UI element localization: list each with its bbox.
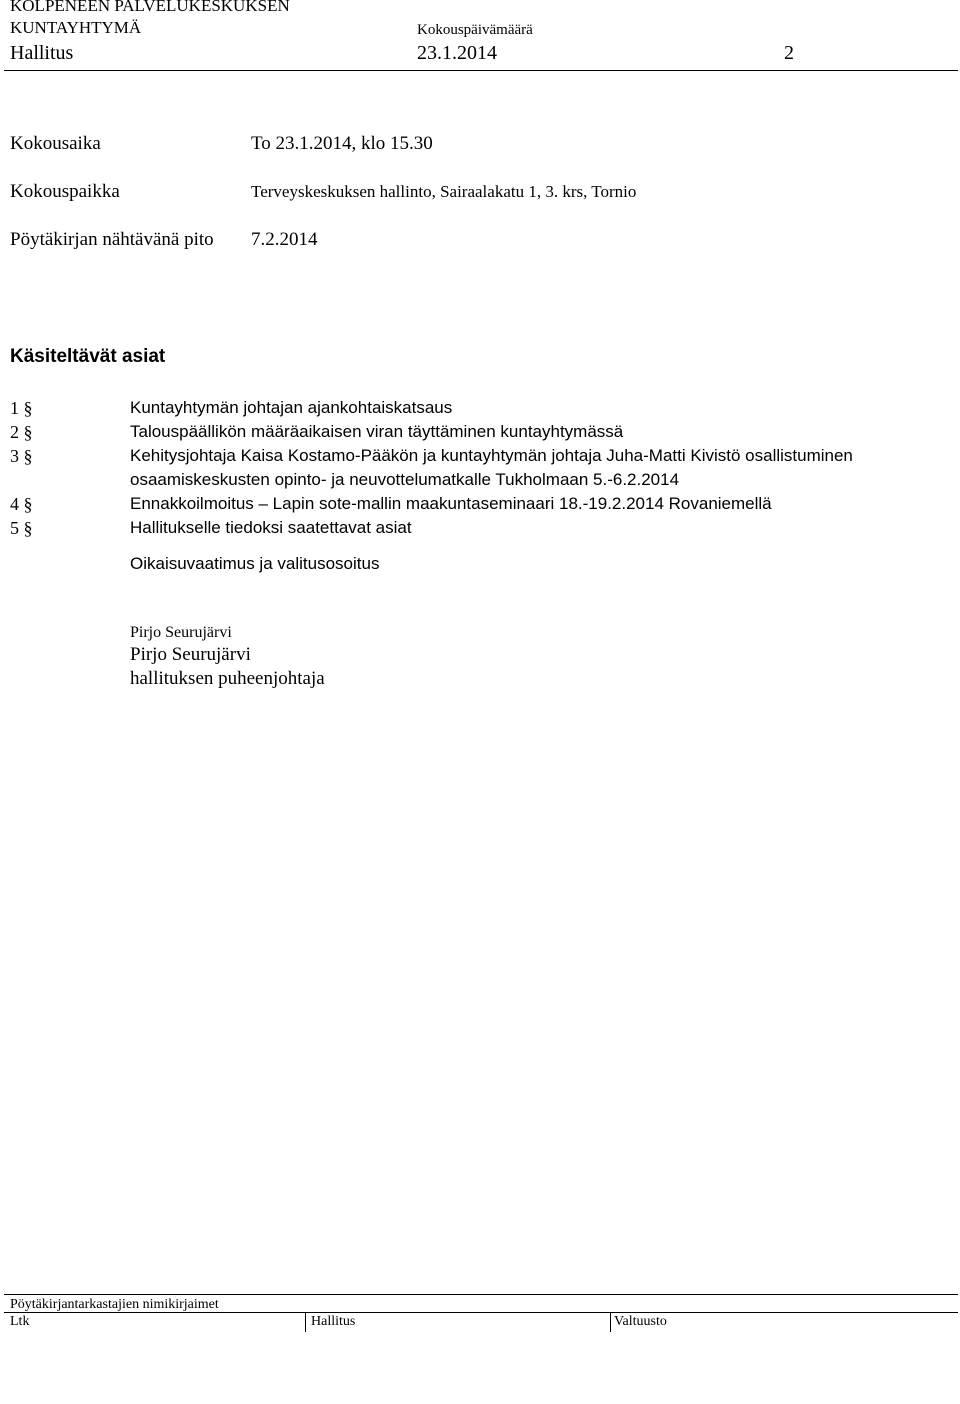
agenda-item-number: 2 § bbox=[10, 422, 33, 442]
appeal-instructions: Oikaisuvaatimus ja valitusosoitus bbox=[130, 554, 380, 573]
footer-middle-rule bbox=[4, 1312, 958, 1313]
body-name: Hallitus bbox=[10, 42, 74, 64]
agenda-item-number: 5 § bbox=[10, 518, 33, 538]
agenda-item-text: Kuntayhtymän johtajan ajankohtaiskatsaus bbox=[130, 398, 453, 417]
agenda-item-text: Ennakkoilmoitus – Lapin sote-mallin maakuntaseminaari 18.-19.2.2014 Rovaniemellä bbox=[130, 494, 772, 513]
signer-title: hallituksen puheenjohtaja bbox=[130, 668, 325, 689]
footer-initials-ltk: Ltk bbox=[10, 1314, 30, 1329]
footer-initials-valtuusto: Valtuusto bbox=[614, 1314, 667, 1329]
meeting-date: 23.1.2014 bbox=[417, 42, 497, 64]
agenda-item-text: Hallitukselle tiedoksi saatettavat asiat bbox=[130, 518, 412, 537]
meeting-place-label: Kokouspaikka bbox=[10, 181, 120, 202]
minutes-display-value: 7.2.2014 bbox=[251, 229, 318, 250]
signature: Pirjo Seurujärvi bbox=[130, 624, 232, 641]
minutes-display-label: Pöytäkirjan nähtävänä pito bbox=[10, 229, 214, 250]
signer-name: Pirjo Seurujärvi bbox=[130, 644, 251, 665]
footer-top-rule bbox=[4, 1294, 958, 1295]
meeting-time-value: To 23.1.2014, klo 15.30 bbox=[251, 133, 433, 154]
header-rule bbox=[4, 70, 958, 71]
footer-divider bbox=[305, 1312, 306, 1332]
meeting-place-value: Terveyskeskuksen hallinto, Sairaalakatu 1, 3. krs, Tornio bbox=[251, 182, 637, 201]
agenda-item-number: 3 § bbox=[10, 446, 33, 466]
page-number: 2 bbox=[784, 42, 794, 64]
footer-divider bbox=[610, 1312, 611, 1332]
organization-name-line1: KOLPENEEN PALVELUKESKUKSEN bbox=[10, 0, 290, 15]
footer-initials-hallitus: Hallitus bbox=[311, 1314, 356, 1329]
agenda-title: Käsiteltävät asiat bbox=[10, 346, 166, 367]
agenda-item-text: Talouspäällikön määräaikaisen viran täyttäminen kuntayhtymässä bbox=[130, 422, 624, 441]
footer-title: Pöytäkirjantarkastajien nimikirjaimet bbox=[10, 1297, 219, 1312]
agenda-item-text: Kehitysjohtaja Kaisa Kostamo-Pääkön ja kuntayhtymän johtaja Juha-Matti Kivistö osallistuminen bbox=[130, 446, 853, 465]
agenda-item-number: 4 § bbox=[10, 494, 33, 514]
agenda-item-text-continued: osaamiskeskusten opinto- ja neuvottelumatkalle Tukholmaan 5.-6.2.2014 bbox=[130, 470, 680, 489]
meeting-time-label: Kokousaika bbox=[10, 133, 101, 154]
meeting-date-label: Kokouspäivämäärä bbox=[417, 22, 533, 38]
organization-name-line2: KUNTAYHTYMÄ bbox=[10, 18, 142, 37]
agenda-item-number: 1 § bbox=[10, 398, 33, 418]
